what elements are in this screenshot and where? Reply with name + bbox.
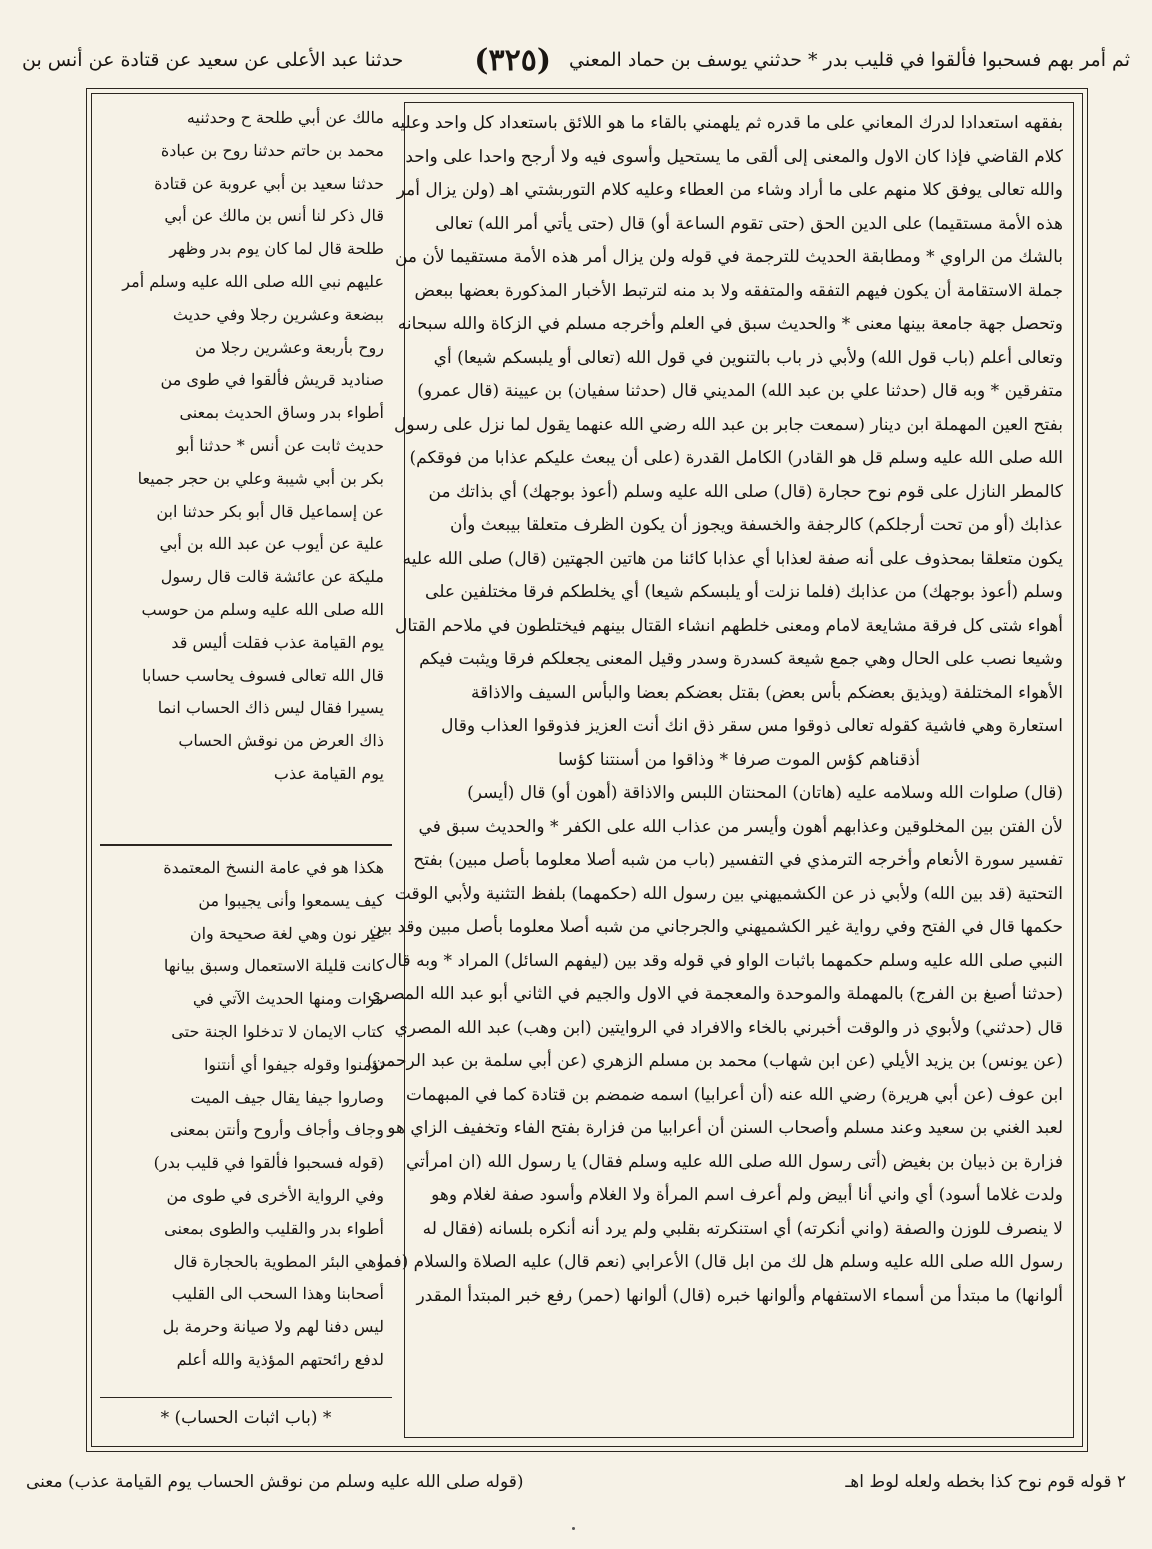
main-text-line: كالمطر النازل على قوم نوح حجارة (قال) صلى الله عليه وسلم (أعوذ بوجهك) أي بذاتك من [428, 481, 1063, 502]
margin-note-line: كتاب الايمان لا تدخلوا الجنة حتى [171, 1021, 384, 1041]
main-text-line: بالشك من الراوي * ومطابقة الحديث للترجمة في قوله ولن يزال أمر هذه الأمة مستقيما لأن من [394, 247, 1063, 267]
main-text-line: ألوانها) ما مبتدأ من أسماء الاستفهام وألوانها خبره (قال) ألوانها (حمر) رفع خبر المبتدأ المقدر [416, 1285, 1063, 1306]
main-text-line: قال (حدثني) ولأبوي ذر والوقت أخبرني بالخاء والافراد في الروايتين (ابن وهب) عبد الله المصري [394, 1017, 1063, 1038]
main-text-line: الله صلى الله عليه وسلم قل هو القادر) الكامل القدرة (على أن يبعث عليكم عذابا من فوقكم) [409, 448, 1063, 468]
margin-note-line: كيف يسمعوا وأنى يجيبوا من [198, 890, 384, 910]
margin-note-line: غير نون وهي لغة صحيحة وان [189, 923, 384, 943]
main-text-line: كلام القاضي فإذا كان الاول والمعنى إلى ألقى ما يستحيل وأسوى فيه ولا أرجح واحدا على واحد [405, 146, 1063, 167]
main-text-line: استعارة وهي فاشية كقوله تعالى ذوقوا مس سقر ذق انك أنت العزيز فذوقوا العذاب وقال [441, 716, 1063, 736]
main-text-line: بفقهه استعدادا لدرك المعاني على ما قدره ثم يلهمني بالقاء ما هو اللائق باستعداد كل واحد وعليه [391, 113, 1063, 133]
main-text-line: بفتح العين المهملة ابن دينار (سمعت جابر بن عبد الله رضي الله عنهما يقول لما نزل على رسول [394, 414, 1063, 435]
margin-text-line: علية عن أيوب عن عبد الله بن أبي [159, 534, 384, 554]
main-text-line: أذقناهم كؤس الموت صرفا * وذاقوا من أسنتنا كؤسا [557, 749, 921, 770]
margin-text-line: ذاك العرض من نوقش الحساب [178, 731, 384, 751]
main-text-line: التحتية (قد بين الله) ولأبي ذر عن الكشميهني بين رسول الله (حكمهما) بلفظ التثنية ولأبي الوقت [394, 883, 1063, 904]
margin-text-line: روح بأربعة وعشرين رجلا من [195, 337, 384, 357]
main-text-line: وتحصل جهة جامعة بينها معنى * والحديث سبق في العلم وأخرجه مسلم في الزكاة والله سبحانه [397, 314, 1063, 334]
main-text-line: تفسير سورة الأنعام وأخرجه الترمذي في التفسير (باب من شبه أصلا معلوما بأصل مبين) بفتح [413, 850, 1063, 870]
margin-text-line: أطواء بدر وساق الحديث بمعنى [179, 403, 384, 423]
main-text-line: رسول الله صلى الله عليه وسلم هل لك من ابل قال) الأعرابي (نعم قال) عليه الصلاة والسلام (فما [378, 1252, 1063, 1272]
main-text-line: (عن يونس) بن يزيد الأيلي (عن ابن شهاب) محمد بن مسلم الزهري (عن أبي سلمة بن عبد الرحمن) [366, 1051, 1063, 1071]
margin-notes-text [100, 852, 392, 1412]
margin-note-line: أصحابنا وهذا السحب الى القليب [171, 1284, 384, 1304]
main-text-line: والله تعالى يوفق كلا منهم على ما أراد وشاء من العطاء وعليه كلام التوربشتي اهـ (ولن يزال أمر [396, 180, 1063, 200]
main-text-line: وتعالى أعلم (باب قول الله) ولأبي ذر باب بالتنوين في قول الله (تعالى أو يلبسكم شيعا) أي [433, 347, 1063, 368]
margin-text-line: قال ذكر لنا أنس بن مالك عن أبي [164, 206, 384, 226]
margin-note-line: هكذا هو في عامة النسخ المعتمدة [163, 858, 384, 877]
margin-text-line: حدثنا سعيد بن أبي عروبة عن قتادة [154, 173, 384, 193]
main-text-line: لأن الفتن بين المخلوقين وعذابهم أهون وأيسر من عذاب الله على الكفر * والحديث سبق في [418, 816, 1063, 837]
text-frame-inner [91, 93, 1083, 1447]
main-text-line: لعبد الغني بن سعيد وعند مسلم وأصحاب السنن أن أعرابيا من فزارة بفتح الفاء وتخفيف الزاي هو [387, 1118, 1063, 1138]
main-text-line: وسلم (أعوذ بوجهك) من عذابك (فلما نزلت أو يلبسكم شيعا) أي يخلطكم فرقا مختلفين على [425, 582, 1063, 602]
footnote-text: ٢ قوله قوم نوح كذا بخطه ولعله لوط اهـ [845, 1472, 1126, 1492]
main-text-line: حكمها قال في الفتح وفي رواية غير الكشميهني والجرجاني من شبه أصلا معلوما بأصل مبين وقد بين [369, 917, 1063, 937]
margin-divider [100, 844, 392, 846]
margin-note-line: أطواء بدر والقليب والطوى بمعنى [164, 1218, 384, 1238]
paper-speck [572, 1527, 575, 1530]
main-text-line: فزارة بن ذبيان بن بغيض (أتى رسول الله صلى الله عليه وسلم فقال) يا رسول الله (ان امرأتي [405, 1151, 1063, 1172]
main-text-line: عذابك (أو من تحت أرجلكم) كالرجفة والخسفة ويجوز أن يكون الظرف متعلقا بيبعث وأن [449, 515, 1063, 535]
page-number: (٣٢٥) [474, 42, 552, 78]
margin-text-line: يوم القيامة عذب فقلت أليس قد [171, 632, 384, 652]
margin-text-line: مليكة عن عائشة قالت قال رسول [160, 567, 384, 587]
margin-text-line: صناديد قريش فألقوا في طوى من [160, 370, 384, 390]
margin-text-line: مالك عن أبي طلحة ح وحدثنيه [186, 108, 384, 127]
margin-text-line: محمد بن حاتم حدثنا روح بن عبادة [160, 140, 384, 160]
margin-text-line: الله صلى الله عليه وسلم من حوسب [141, 599, 384, 619]
margin-text-line: يسيرا فقال ليس ذاك الحساب انما [157, 698, 384, 718]
margin-text-line: بكر بن أبي شيبة وعلي بن حجر جميعا [137, 468, 384, 488]
margin-note-line: ليس دفنا لهم ولا صيانة وحرمة بل [162, 1317, 384, 1337]
main-text-line: ولدت غلاما أسود) أي واني أنا أبيض ولم أعرف اسم المرأة ولا الغلام وأسود صفة لغلام وهو [431, 1185, 1063, 1205]
main-text-line: أهواء شتى كل فرقة مشايعة لامام ومعنى خلطهم انشاء القتال بينهم فيختلطون في ملاحم القتال [395, 615, 1063, 636]
main-text-line: متفرقين * وبه قال (حدثنا علي بن عبد الله) المديني قال (حدثنا سفيان) بن عيينة (قال عمرو) [417, 381, 1063, 401]
main-text-line: وشيعا نصب على الحال وهي جمع شيعة كسدرة وسدر وقيل المعنى يجعلكم فرقا ويثبت فيكم [419, 649, 1063, 669]
margin-text-line: طلحة قال لما كان يوم بدر وظهر [169, 239, 384, 259]
margin-chapter-title: * (باب اثبات الحساب) * [100, 1397, 392, 1438]
margin-text-line: ببضعة وعشرين رجلا وفي حديث [172, 304, 384, 324]
margin-text-line: يوم القيامة عذب [273, 763, 384, 783]
main-text-line: النبي صلى الله عليه وسلم حكمهما باثبات الواو في قوله وقد بين (ليفهم السائل) المراد * وبه قال [385, 950, 1063, 971]
main-text-line: جملة الاستقامة أن يكون فيهم التفقه والمتفقه ولا بد منه لترتبط الأخبار المذكورة بعضها ببعض [414, 280, 1063, 301]
margin-hadith-text [100, 102, 392, 840]
page-footer [26, 1462, 1126, 1502]
margin-column [100, 102, 392, 1438]
main-text-line: (قال) صلوات الله وسلامه عليه (هاتان) المحنتان اللبس والاذاقة (أهون أو) قال (أيسر) [467, 783, 1063, 803]
main-text-line: الأهواء المختلفة (ويذيق بعضكم بأس بعض) بقتل بعضكم بعضا والبأس السيف والاذاقة [470, 682, 1063, 703]
margin-note-line: وصاروا جيفا يقال جيف الميت [190, 1087, 384, 1107]
margin-text-line: قال الله تعالى فسوف يحاسب حسابا [142, 665, 384, 685]
margin-note-line: وجاف وأجاف وأروح وأنتن بمعنى [169, 1120, 384, 1140]
main-text-line: (حدثنا أصبغ بن الفرج) بالمهملة والموحدة والمعجمة في الاول والجيم في الثاني أبو عبد الله المصري [367, 984, 1063, 1004]
margin-text-line: عن إسماعيل قال أبو بكر حدثنا ابن [156, 501, 384, 521]
header-left-text: حدثنا عبد الأعلى عن سعيد عن قتادة عن أنس بن [22, 49, 404, 71]
main-commentary-column [366, 102, 1074, 1438]
main-text-line: ابن عوف (عن أبي هريرة) رضي الله عنه (أن أعرابيا) اسمه ضمضم بن قتادة كما في المبهمات [406, 1084, 1063, 1105]
main-text-line: هذه الأمة مستقيما) على الدين الحق (حتى تقوم الساعة أو) قال (حتى يأتي أمر الله) تعالى [435, 213, 1063, 234]
margin-note-line: وفي الرواية الأخرى في طوى من [166, 1185, 384, 1205]
main-text-line: لا ينصرف للوزن والصفة (واني أنكرته) أي استنكرته بقلبي ولم يرد أنه أنكره بلسانه (فقال له [422, 1218, 1063, 1239]
header-right-text: ثم أمر بهم فسحبوا فألقوا في قليب بدر * حدثني يوسف بن حماد المعني [569, 49, 1130, 71]
margin-text-line: عليهم نبي الله صلى الله عليه وسلم أمر [122, 271, 384, 291]
margin-note-line: لدفع رائحتهم المؤذية والله أعلم [176, 1349, 384, 1369]
margin-note-line: كانت قليلة الاستعمال وسبق بيانها [163, 956, 384, 976]
page-header [22, 38, 1130, 82]
margin-note-line: تؤمنوا وقوله جيفوا أي أنتنوا [203, 1054, 384, 1074]
text-frame [86, 88, 1088, 1452]
margin-note-line: مرات ومنها الحديث الآتي في [192, 989, 384, 1009]
margin-note-line: (قوله فسحبوا فألقوا في قليب بدر) [153, 1153, 384, 1173]
main-text-line: يكون متعلقا بمحذوف على أنه صفة لعذابا أي عذابا كائنا من هاتين الجهتين (قال) صلى الله عليه [402, 548, 1063, 569]
margin-text-line: حديث ثابت عن أنس * حدثنا أبو [176, 435, 384, 455]
margin-note-line: وهي البئر المطوية بالحجارة قال [173, 1251, 384, 1271]
footer-note-text: (قوله صلى الله عليه وسلم من نوقش الحساب يوم القيامة عذب) معنى [26, 1472, 524, 1492]
